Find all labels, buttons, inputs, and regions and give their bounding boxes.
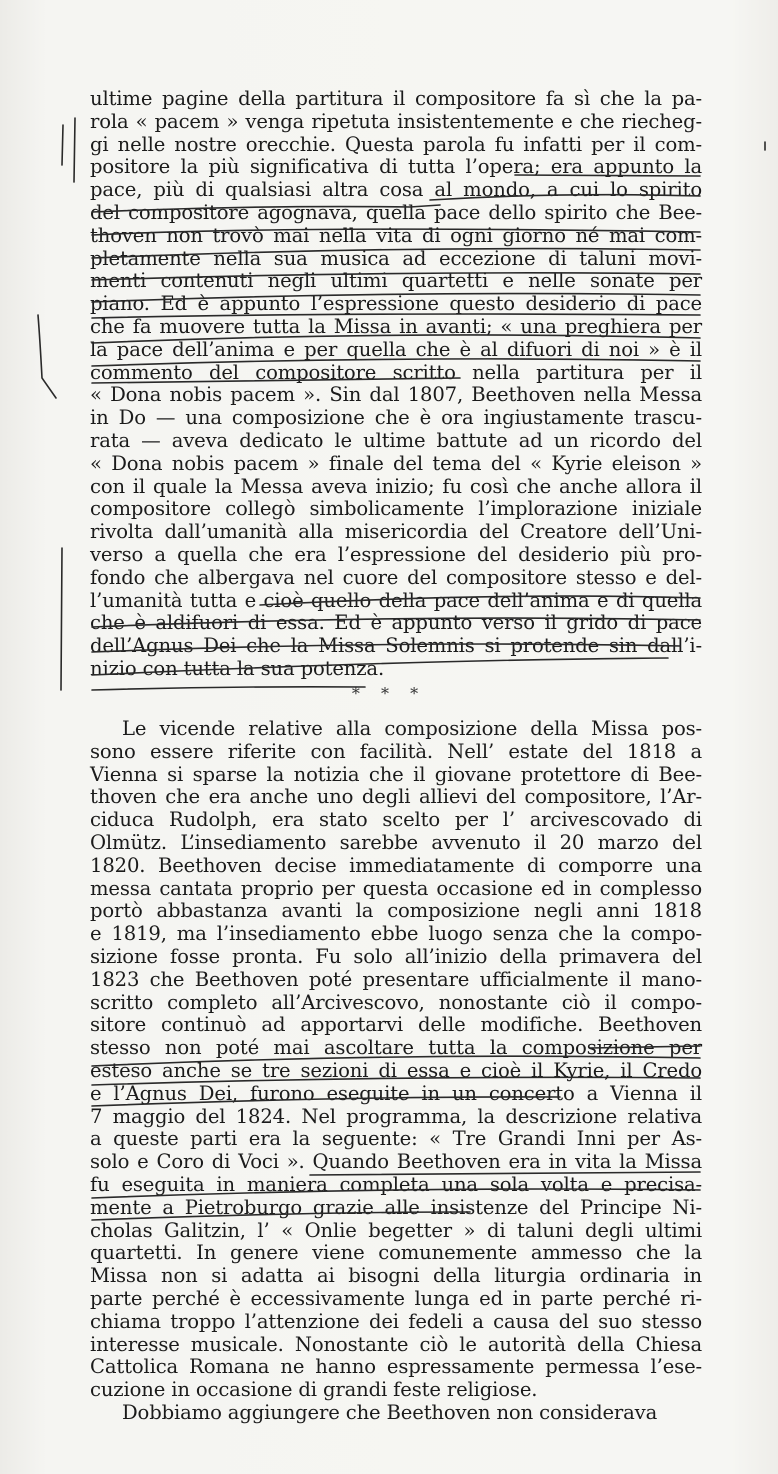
text-line: scritto completo all’Arcivescovo, nonostante ciò il compo-: [90, 990, 702, 1014]
text-line: rivolta dall’umanità alla misericordia del Creatore dell’Uni-: [90, 520, 702, 544]
text-line: cuzione in occasione di grandi feste religiose.: [90, 1378, 538, 1402]
text-line: Vienna si sparse la notizia che il giovane protettore di Bee-: [90, 762, 702, 786]
text-line: sizione fosse pronta. Fu solo all’inizio della primavera del: [90, 944, 702, 968]
text-line: compositore collegò simbolicamente l’implorazione iniziale: [90, 497, 702, 521]
text-line: ciduca Rudolph, era stato scelto per l’ arcivescovado di: [90, 808, 702, 832]
text-line: sitore continuò ad apportarvi delle modifiche. Beethoven: [90, 1013, 702, 1037]
text-line: 1820. Beethoven decise immediatamente di comporre una: [90, 853, 702, 877]
text-line: del compositore agognava, quella pace dello spirito che Bee-: [90, 200, 702, 224]
text-line: nizio con tutta la sua potenza.: [90, 656, 385, 680]
text-line: solo e Coro di Voci ». Quando Beethoven era in vita la Missa: [90, 1150, 702, 1174]
text-line: Olmütz. L’insediamento sarebbe avvenuto il 20 marzo del: [90, 830, 702, 854]
text-line: rata — aveva dedicato le ultime battute ad un ricordo del: [90, 428, 702, 452]
text-line: e 1819, ma l’insediamento ebbe luogo senza che la compo-: [90, 922, 702, 946]
text-line: « Dona nobis pacem ». Sin dal 1807, Beethoven nella Messa: [90, 383, 702, 407]
section-separator: * * *: [351, 684, 427, 703]
text-line: mente a Pietroburgo grazie alle insistenze del Principe Ni-: [90, 1195, 702, 1219]
text-line: quartetti. In genere viene comunemente ammesso che la: [90, 1241, 702, 1265]
text-line: esteso anche se tre sezioni di essa e cioè il Kyrie, il Credo: [90, 1058, 702, 1082]
text-line: thoven che era anche uno degli allievi del compositore, l’Ar-: [90, 785, 702, 809]
margin-bar-3: [38, 315, 56, 398]
text-line: interesse musicale. Nonostante ciò le autorità della Chiesa: [90, 1332, 702, 1356]
text-line: stesso non poté mai ascoltare tutta la composizione per: [90, 1036, 702, 1060]
margin-bar-2: [74, 118, 75, 182]
text-line: Dobbiamo aggiungere che Beethoven non considerava: [122, 1400, 658, 1424]
margin-bar-1: [62, 125, 63, 165]
margin-bar-4: [61, 548, 62, 690]
text-line: cholas Galitzin, l’ « Onlie begetter » di taluni degli ultimi: [90, 1218, 702, 1242]
paragraph-section-1: [90, 88, 702, 681]
text-line: Cattolica Romana ne hanno espressamente permessa l’ese-: [90, 1355, 702, 1379]
text-line: menti contenuti negli ultimi quartetti e nelle sonate per: [90, 269, 702, 293]
text-line: a queste parti era la seguente: « Tre Grandi Inni per As-: [90, 1127, 702, 1151]
text-line: dell’Agnus Dei che la Missa Solemnis si protende sin dall’i-: [90, 634, 702, 658]
text-line: Missa non si adatta ai bisogni della liturgia ordinaria in: [90, 1264, 702, 1288]
text-line: in Do — una composizione che è ora ingiustamente trascu-: [90, 406, 702, 430]
text-line: che fa muovere tutta la Missa in avanti; « una preghiera per: [90, 314, 702, 338]
text-line: l’umanità tutta e cioè quello della pace dell’anima e di quella: [90, 588, 702, 612]
text-line: sono essere riferite con facilità. Nell’ estate del 1818 a: [90, 739, 702, 763]
text-line: commento del compositore scritto nella partitura per il: [90, 360, 702, 384]
text-line: fu eseguita in maniera completa una sola volta e precisa-: [90, 1172, 702, 1196]
paragraph-section-2: [90, 718, 702, 1425]
text-line: messa cantata proprio per questa occasione ed in complesso: [90, 876, 702, 900]
text-line: pace, più di qualsiasi altra cosa al mondo, a cui lo spirito: [90, 178, 702, 202]
text-line: positore la più significativa di tutta l’opera; era appunto la: [90, 155, 702, 179]
text-line: piano. Ed è appunto l’espressione questo desiderio di pace: [90, 292, 702, 316]
text-line: la pace dell’anima e per quella che è al difuori di noi » è il: [90, 337, 702, 361]
text-line: fondo che albergava nel cuore del compositore stesso e del-: [90, 565, 702, 589]
text-line: gi nelle nostre orecchie. Questa parola fu infatti per il com-: [90, 132, 702, 156]
text-line: chiama troppo l’attenzione dei fedeli a causa del suo stesso: [90, 1309, 702, 1333]
text-line: rola « pacem » venga ripetuta insistentemente e che riecheg-: [90, 109, 702, 133]
text-line: thoven non trovò mai nella vita di ogni giorno né mai com-: [90, 223, 702, 247]
text-line: Le vicende relative alla composizione della Missa pos-: [122, 717, 702, 740]
text-line: 7 maggio del 1824. Nel programma, la descrizione relativa: [90, 1104, 702, 1128]
text-line: ultime pagine della partitura il compositore fa sì che la pa-: [90, 87, 702, 110]
text-line: che è aldifuori di essa. Ed è appunto verso il grido di pace: [90, 611, 702, 635]
text-line: e l’Agnus Dei, furono eseguite in un concerto a Vienna il: [90, 1081, 702, 1105]
text-line: « Dona nobis pacem » finale del tema del « Kyrie eleison »: [90, 451, 702, 475]
text-line: 1823 che Beethoven poté presentare ufficialmente il mano-: [90, 967, 702, 991]
text-line: con il quale la Messa aveva inizio; fu così che anche allora il: [90, 474, 702, 498]
text-line: parte perché è eccessivamente lunga ed in parte perché ri-: [90, 1286, 702, 1310]
text-line: portò abbastanza avanti la composizione negli anni 1818: [90, 899, 702, 923]
text-line: verso a quella che era l’espressione del desiderio più pro-: [90, 542, 702, 566]
text-line: pletamente nella sua musica ad eccezione di taluni movi-: [90, 246, 702, 270]
